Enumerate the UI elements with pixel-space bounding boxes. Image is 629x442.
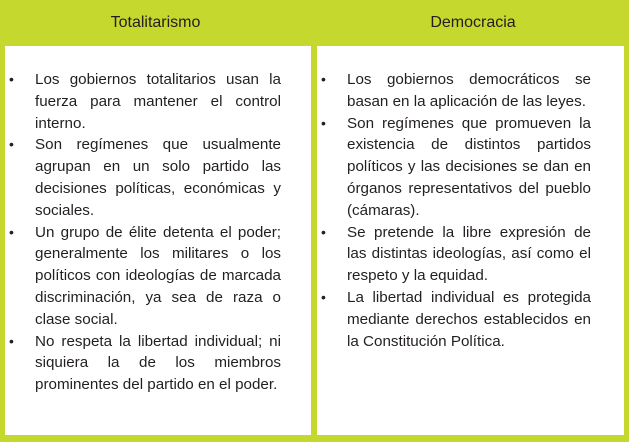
bullet-icon: • xyxy=(321,223,326,240)
bullet-list-totalitarismo xyxy=(9,69,281,396)
bullet-icon: • xyxy=(9,223,14,240)
list-item: • Son regímenes que promueven la existencia de distintos partidos políticos y las decisiones se dan en órganos representativos del pueblo (cámaras). xyxy=(321,114,591,219)
bullet-icon: • xyxy=(9,332,14,349)
bullet-icon: • xyxy=(321,114,326,131)
bullet-icon: • xyxy=(9,136,14,153)
column-totalitarismo xyxy=(0,0,311,394)
column-header-democracia: Democracia xyxy=(430,14,516,31)
list-item: • Los gobiernos democráticos se basan en la aplicación de las leyes. xyxy=(321,71,591,110)
list-item: • Un grupo de élite detenta el poder; generalmente los militares o los políticos con ideologías de marcada discriminación, ya sea de raza o clase social. xyxy=(9,223,281,328)
list-item: • Son regímenes que usualmente agrupan en un solo partido las decisiones políticas, económicas y sociales. xyxy=(9,136,281,219)
bullet-icon: • xyxy=(9,71,14,87)
column-header-totalitarismo: Totalitarismo xyxy=(110,14,201,31)
bullet-icon: • xyxy=(321,71,326,87)
column-body-totalitarismo xyxy=(5,46,311,435)
list-item: • Se pretende la libre expresión de las distintas ideologías, así como el respeto y la equidad. xyxy=(321,223,591,285)
bullet-list-democracia xyxy=(321,69,591,352)
bullet-icon: • xyxy=(321,288,326,305)
list-item: • Los gobiernos totalitarios usan la fuerza para mantener el control interno. xyxy=(9,71,281,132)
list-item: • No respeta la libertad individual; ni siquiera la de los miembros prominentes del partido en el poder. xyxy=(9,332,281,394)
column-democracia xyxy=(317,0,629,350)
list-item: • La libertad individual es protegida mediante derechos establecidos en la Constitución Política. xyxy=(321,288,591,350)
column-body-democracia xyxy=(317,46,624,435)
